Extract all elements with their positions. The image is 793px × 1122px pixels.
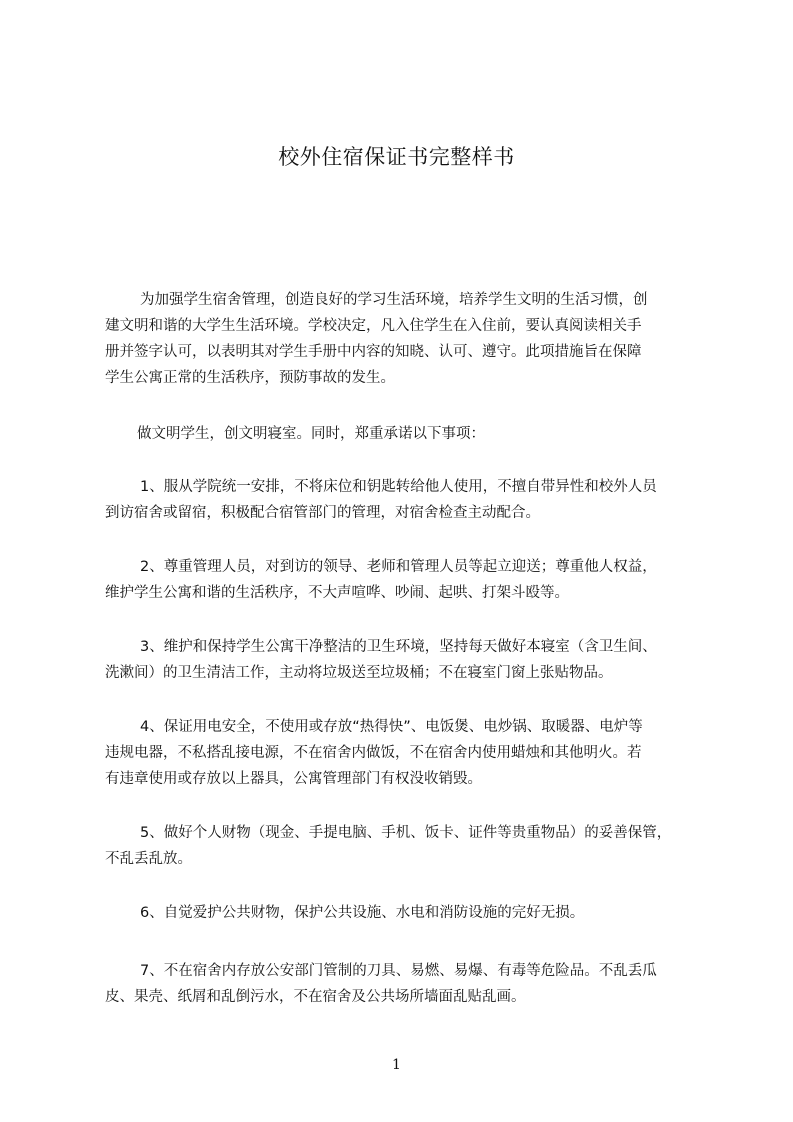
item-line: 1、服从学院统一安排，不将床位和钥匙转给他人使用，不擅自带异性和校外人员	[140, 479, 657, 495]
item-line: 7、不在宿舍内存放公安部门管制的刀具、易燃、易爆、有毒等危险品。不乱丢瓜	[140, 963, 657, 979]
item-1	[105, 474, 657, 526]
intro-line: 为加强学生宿舍管理，创造良好的学习生活环境，培养学生文明的生活习惯，创	[140, 292, 648, 308]
pledge-paragraph	[137, 421, 485, 447]
item-line: 维护学生公寓和谐的生活秩序，不大声喧哗、吵闹、起哄、打架斗殴等。	[105, 585, 569, 601]
page-number: 1	[392, 1057, 401, 1073]
item-line: 违规电器，不私搭乱接电源，不在宿舍内做饭，不在宿舍内使用蜡烛和其他明火。若	[105, 745, 642, 761]
intro-line: 建文明和谐的大学生生活环境。学校决定，凡入住学生在入住前，要认真阅读相关手	[105, 318, 642, 334]
item-line: 洗漱间）的卫生清洁工作，主动将垃圾送至垃圾桶；不在寝室门窗上张贴物品。	[105, 665, 613, 681]
item-line: 2、尊重管理人员，对到访的领导、老师和管理人员等起立迎送；尊重他人权益，	[140, 559, 657, 575]
item-6	[105, 900, 584, 926]
item-4	[105, 714, 643, 792]
item-2	[105, 554, 657, 606]
item-line: 不乱丢乱放。	[105, 851, 192, 867]
item-line: 3、维护和保持学生公寓干净整洁的卫生环境，坚持每天做好本寝室（含卫生间、	[140, 639, 657, 655]
item-line: 有违章使用或存放以上器具，公寓管理部门有权没收销毁。	[105, 771, 482, 787]
item-line: 6、自觉爱护公共财物，保护公共设施、水电和消防设施的完好无损。	[140, 905, 585, 921]
item-line: 5、做好个人财物（现金、手提电脑、手机、饭卡、证件等贵重物品）的妥善保管，	[140, 825, 672, 841]
intro-paragraph	[105, 287, 648, 391]
intro-line: 学生公寓正常的生活秩序，预防事故的发生。	[105, 370, 395, 386]
item-line: 皮、果壳、纸屑和乱倒污水，不在宿舍及公共场所墙面乱贴乱画。	[105, 989, 526, 1005]
pledge-line: 做文明学生，创文明寝室。同时，郑重承诺以下事项：	[137, 426, 485, 442]
document-title: 校外住宿保证书完整样书	[278, 145, 515, 169]
intro-line: 册并签字认可，以表明其对学生手册中内容的知晓、认可、遵守。此项措施旨在保障	[105, 344, 642, 360]
item-line: 4、保证用电安全，不使用或存放“热得快”、电饭煲、电炒锅、取暖器、电炉等	[140, 719, 643, 735]
item-5	[105, 820, 671, 872]
item-line: 到访宿舍或留宿，积极配合宿管部门的管理，对宿舍检查主动配合。	[105, 505, 540, 521]
item-7	[105, 958, 657, 1010]
item-3	[105, 634, 657, 686]
